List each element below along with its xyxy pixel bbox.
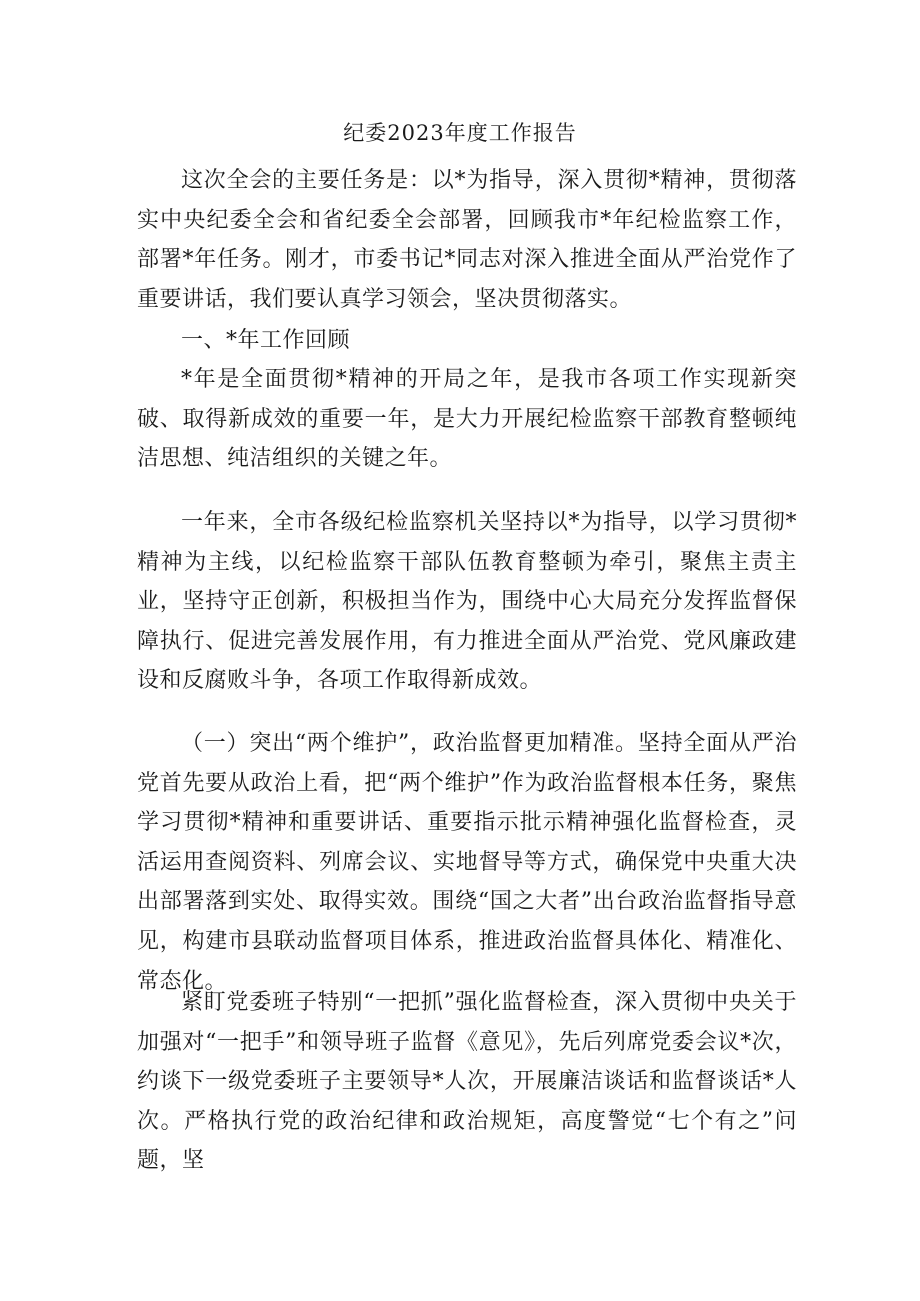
document-title: 纪委2023年度工作报告 <box>343 121 577 145</box>
paragraph-political-supervision: （一）突出“两个维护”，政治监督更加精准。坚持全面从严治党首先要从政治上看，把“两个维护”作为政治监督根本任务，聚焦学习贯彻*精神和重要讲话、重要指示批示精神强化监督检查，灵活运用查阅资料、列席会议、实地督导等方式，确保党中央重大决出部署落到实处、取得实效。围绕“国之大者”出台政治监督指导意见，构建市县联动监督项目体系，推进政治监督具体化、精准化、常态化。 <box>137 731 797 994</box>
paragraph-year-overview: 一年来，全市各级纪检监察机关坚持以*为指导，以学习贯彻*精神为主线，以纪检监察干部队伍教育整顿为牵引，聚焦主责主业，坚持守正创新，积极担当作为，围绕中心大局充分发挥监督保障执行、促进完善发展作用，有力推进全面从严治党、党风廉政建设和反腐败斗争，各项工作取得新成效。 <box>137 510 797 694</box>
section-heading-review: 一、*年工作回顾 <box>181 328 351 353</box>
paragraph-year-summary: *年是全面贯彻*精神的开局之年，是我市各项工作实现新突破、取得新成效的重要一年，是大力开展纪检监察干部教育整顿纯洁思想、纯洁组织的关键之年。 <box>137 367 797 472</box>
paragraph-leadership-supervision: 紧盯党委班子特别“一把抓”强化监督检查，深入贯彻中央关于加强对“一把手”和领导班子监督《意见》，先后列席党委会议*次，约谈下一级党委班子主要领导*人次，开展廉洁谈话和监督谈话*人次。严格执行党的政治纪律和政治规矩，高度警觉“七个有之”问题，坚 <box>137 990 797 1174</box>
paragraph-intro: 这次全会的主要任务是：以*为指导，深入贯彻*精神，贯彻落实中央纪委全会和省纪委全会部署，回顾我市*年纪检监察工作，部署*年任务。刚才，市委书记*同志对深入推进全面从严治党作了重要讲话，我们要认真学习领会，坚决贯彻落实。 <box>137 168 797 312</box>
